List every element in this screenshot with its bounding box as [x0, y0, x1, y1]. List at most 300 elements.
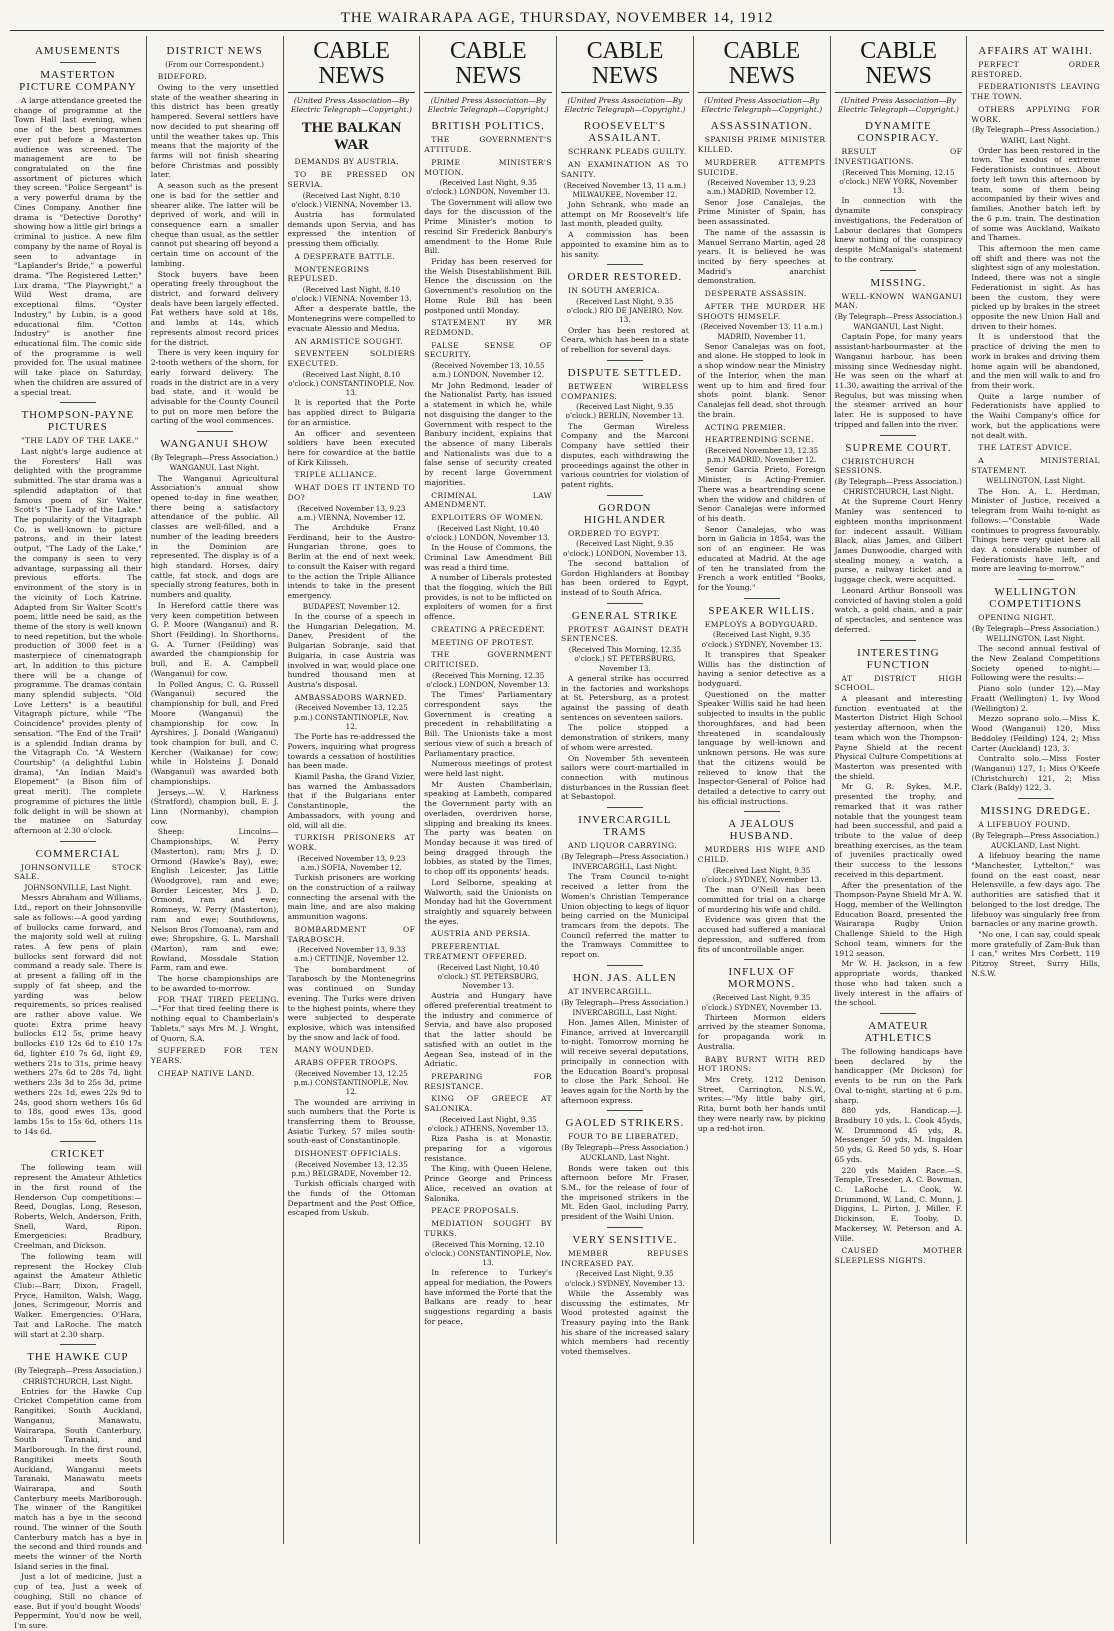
story-divider: [60, 841, 96, 842]
dateline: AUCKLAND, Last Night.: [580, 1153, 670, 1163]
paragraph: Mr John Redmond, leader of the Nationalist Party, has issued a statement in which he, while not disguising the danger to the Government with respect to the Banbury incident, explains that the absence of many Liberals and Nationalists was due to a false sense of security created by recent large Government majorities.: [424, 380, 552, 487]
sub-heading: A LIFEBUOY FOUND.: [978, 820, 1071, 830]
dateline: (By Telegraph—Press Association.): [561, 997, 689, 1007]
sub-heading: SUFFERED FOR TEN YEARS.: [150, 1046, 279, 1065]
dateline: (Received This Morning, 12.15 o'clock.) NEW YORK, November 13.: [839, 167, 958, 196]
story-heading: AFFAIRS AT WAIHI.: [978, 45, 1093, 57]
dateline: (Received This Morning, 12.10 o'clock.) CONSTANTINOPLE, Nov. 13.: [424, 1239, 552, 1267]
story-heading: DISTRICT NEWS: [166, 45, 263, 57]
paragraph: The following handicaps have been declared by the handicapper (Mr Dickson) for events to be run on the Park Oval to-night, starting at 6 p.m. sharp.: [834, 1046, 963, 1105]
paragraph: After a desperate battle, the Montenegrins were compelled to evacuate Alessio and Medua.: [287, 304, 416, 333]
story: [971, 805, 1100, 979]
story: [561, 1117, 689, 1221]
paragraph: In connection with the dynamite conspiracy investigations, the Federation of Labour declares that Gompers knew nothing of the conspiracy despite McManigal's statement to the contrary.: [834, 196, 963, 264]
sub-heading: AFTER THE MURDER HE SHOOTS HIMSELF.: [697, 301, 826, 321]
paragraph: 880 yds, Handicap.—J. Bradbury 10 yds, L. Cook 45yds, W. Drummond 45 yds, R. Messenger 50 yds, M. Ingalden 50 yds, G. Reed 50 yds, S. Hoar 65 yds.: [834, 1106, 963, 1164]
paragraph: Piano solo (under 12).—May Fraatt (Wellington) 1, Ivy Wood (Wellington) 2.: [971, 684, 1100, 713]
story: [835, 647, 963, 1008]
story-heading: BRITISH POLITICS.: [431, 120, 545, 133]
sub-heading: ORDERED TO EGYPT.: [568, 528, 660, 538]
masthead-rule: [10, 30, 1104, 31]
paragraph: Owing to the very unsettled state of the weather shearing in this district has been greatly hampered. Several settlers have now decided to put shearing off until the weather takes up. This means that the majority of the farms will not finish shearing before Christmas and possibly later.: [150, 82, 279, 180]
dateline: (Received This Morning, 12.35 o'clock.) LONDON, November 13.: [426, 670, 550, 689]
dateline: (By Telegraph—Press Association.): [151, 453, 279, 463]
story-heading: THOMPSON-PAYNE PICTURES: [21, 409, 135, 434]
story-divider: [607, 603, 643, 604]
dateline: (Received Last Night, 9.35 o'clock.) SYDNEY, November 13.: [701, 865, 822, 885]
story-divider: [607, 1110, 643, 1111]
sub-heading: SPANISH PRIME MINISTER KILLED.: [697, 135, 826, 155]
column-5: [557, 36, 694, 1544]
paragraph: Contralto solo.—Miss Foster (Wanganui) 127, 1; Miss O'Keefe (Christchurch) 121, 2; Miss Clark (Baldy) 122, 3.: [971, 754, 1100, 793]
paragraph: A season such as the present one is bad for the settler and shearer alike. The latter will be deprived of work, and will in consequence earn a smaller cheque than usual, as the settler cannot put shearing off beyond a certain time on account of the lambing.: [150, 181, 279, 268]
story: [424, 120, 552, 1326]
sub-heading: FALSE SENSE OF SECURITY.: [424, 340, 552, 360]
dateline: (By Telegraph—Press Association.): [561, 1143, 689, 1153]
paragraph: Senor Garcia Prieto, Foreign Minister, is Acting-Premier. There was a heartrending scene when the widow and children of Senor Canalejas were informed of his death.: [697, 465, 826, 523]
sub-heading: A MINISTERIAL STATEMENT.: [971, 456, 1100, 475]
paragraph: The Wanganui Agricultural Association's annual show opened to-day in fine weather, there being a satisfactory attendance of the public. All classes are well-filled, and a number of the leading breeders in the Dominion are represented. The display is of a high standard. Horses, dairy cattle, fat stock, and dogs are specially strong features, both in numbers and quality.: [150, 473, 279, 600]
dateline: (Received Last Night, 9.35 o'clock.) LONDON, November 13.: [563, 539, 687, 558]
dateline: (Received November 13, 12.35 p.m.) MADRID, November 12.: [705, 445, 819, 465]
story-heading: AMATEUR ATHLETICS: [864, 1019, 933, 1044]
paragraph: Thirteen Mormon elders arrived by the steamer Sonoma, for propaganda work in Australia.: [697, 1012, 826, 1051]
paragraph: It is reported that the Porte has applied direct to Bulgaria for an armistice.: [287, 398, 416, 427]
dateline: (Received Last Night, 8.10 o'clock.) VIENNA, November 13.: [291, 190, 412, 209]
story-heading: SUPREME COURT.: [845, 441, 952, 454]
dateline: (Received Last Night, 8.10 o'clock.) CONSTANTINOPLE, Nov. 13.: [288, 369, 415, 398]
sub-heading: PEACE PROPOSALS.: [431, 1206, 520, 1216]
story: [151, 45, 279, 426]
story: [835, 1020, 963, 1266]
paragraph: After the presentation of the Thompson-Payne Shield Mr A. W. Hogg, member of the Wellington Education Board, presented the Wairarapa Rugby Union Challenge Shield to the High School team, winners for the 1912 season.: [834, 880, 963, 958]
story-divider: [1018, 798, 1054, 799]
paragraph: The German Wireless Company and the Marconi Company have settled their disputes, each withdrawing the proceedings against the other in various countries for violation of patent rights.: [561, 421, 689, 489]
sub-heading: CREATING A PRECEDENT.: [431, 624, 546, 634]
paragraph: Mr G. R. Sykes, M.P., presented the trophy, and remarked that it was rather notable that the youngest team had been successful, and paid a tribute to the value of deep breathing exercises, as the team of juveniles practically owed their success to the lessons received in this department.: [834, 782, 963, 879]
story: [835, 120, 963, 264]
paragraph: It is understood that the practice of driving the men to work in brakes and driving them home again will be abandoned, and the men will walk to and fro from their work.: [971, 332, 1100, 390]
paragraph: Order has been restored at Ceara, which has been in a state of rebellion for several days.: [561, 325, 689, 355]
paragraph: Turkish officials charged with the funds of the Ottoman Department and the Post Office, escaped from Uskub.: [287, 1179, 416, 1218]
sub-heading: FEDERATIONISTS LEAVING THE TOWN.: [971, 82, 1100, 102]
paragraph: It transpires that Speaker Willis has the distinction of having a senior detective as a bodyguard.: [697, 649, 826, 689]
sub-heading: IN SOUTH AMERICA.: [568, 286, 661, 296]
sub-heading: MEMBER REFUSES INCREASED PAY.: [561, 1248, 689, 1268]
story-divider: [880, 640, 916, 641]
paragraph: Austria and Hungary have offered preferential treatment to the industry and commerce of Servia, and have also proposed that the latter should be satisfied with an outlet in the Aegean Sea, instead of in the Adriatic.: [424, 991, 552, 1069]
story-divider: [607, 1227, 643, 1228]
paragraph: A large attendance greeted the change of programme at the Town Hall last evening, when one of the best programmes ever put before a Masterton audience was screened. The management are to be congratulated on the fine assortment of pictures which they screen. "Police Sergeant" is a very powerful drama by the Cines Company. Another fine drama is "Detective Dorothy" showing how a little girl brings a criminal to justice. A new film company by the name of Royal is seen to advantage in "Laplander's Bride," a powerful drama. "The Registered Letter," Lux drama, "The Playwright," a Wild West drama, are exceptional films. "Oyster Industry," by Lubin, is a good educational film. "Cotton Industry" is another fine educational film. The comic side of the programme is well provided for. The usual matinee will take place on Saturday, when the children are assured of a special treat.: [14, 96, 142, 397]
sub-heading: AT DISTRICT HIGH SCHOOL.: [834, 673, 963, 693]
sub-heading: MURDERS HIS WIFE AND CHILD.: [697, 845, 826, 865]
paragraph: Captain Pope, for many years assistant-harbourmaster at the Wanganui harbour, has been missing since Wednesday night. He was seen on the wharf at 11.30, awaiting the arrival of the Regulus, but was missing when the steamer arrived an hour later. He is supposed to have tripped and fallen into the river.: [834, 332, 963, 429]
sub-heading: DEMANDS BY AUSTRIA.: [294, 157, 399, 167]
paragraph: There is very keen inquiry for 2-tooth wethers of the shorn, for early forward delivery. The roads in the district are in a very bad state, and it would be advisable for the County Council to put on more men before the carting of the wool commences.: [150, 348, 279, 426]
story-divider: [744, 598, 780, 599]
story-divider: [880, 270, 916, 271]
story: [14, 1351, 142, 1630]
paragraph: Stock buyers have been operating freely throughout the district, and forward delivery deals have been largely effected. Fat wethers have sold at 18s, and lambs at 14s, which represents almost record prices for the district.: [150, 269, 279, 347]
sub-heading: PREFERENTIAL TREATMENT OFFERED.: [424, 942, 528, 961]
sub-heading: AN ARMISTICE SOUGHT.: [294, 336, 403, 346]
story-heading: AMUSEMENTS: [34, 45, 121, 57]
dateline: AUCKLAND, Last Night.: [990, 841, 1081, 851]
paragraph: Senor Canalejas was on foot, and alone. He stopped to look in a shop window near the Ministry of the Interior, when the man went up to him and fired four shots point blank. Senor Canalejas fell dead, shot through the brain.: [697, 341, 826, 419]
dateline: (Received November 13, 9.33 a.m.) CETTINJE, November 12.: [293, 945, 409, 964]
sub-heading: EXPLOITERS OF WOMEN.: [431, 512, 544, 522]
story-divider: [1018, 579, 1054, 580]
story-heading: INTERESTING FUNCTION: [857, 646, 940, 671]
story: [698, 120, 826, 592]
story-heading: ORDER RESTORED.: [567, 271, 683, 284]
sub-heading: JOHNSONVILLE STOCK SALE.: [14, 862, 142, 882]
paragraph: A commission has been appointed to examine him as to his sanity.: [561, 230, 689, 259]
sub-heading: AMBASSADORS WARNED.: [294, 692, 407, 702]
sub-heading: WELL-KNOWN WANGANUI MAN.: [834, 291, 963, 311]
sub-heading: OPENING NIGHT.: [978, 613, 1055, 623]
paragraph: The second annual festival of the New Zealand Competitions Society opened to-night:—Following were the results:—: [971, 644, 1100, 683]
paragraph: A number of Liberals protested that the flogging, which the Bill provides, is not to be inflicted on exploiters of women for a first offence.: [424, 573, 552, 622]
dateline: INVERCARGILL, Last Night.: [572, 862, 678, 872]
sub-heading: ARABS OFFER TROOPS.: [294, 1058, 399, 1068]
dateline: (Received November 13, 12.35 p.m.) BELGRADE, November 12.: [291, 1159, 412, 1179]
story-divider: [880, 435, 916, 436]
sub-heading: DESPERATE ASSASSIN.: [704, 289, 807, 299]
cable-news-banner: CABLE NEWS: [835, 39, 963, 93]
paragraph: The Archduke Franz Ferdinand, heir to the Austro-Hungarian throne, goes to Berlin at the end of next week, to consult the Kaiser with regard to the action the Triple Alliance intends to take in the present emergency.: [287, 523, 416, 601]
sub-heading: DISHONEST OFFICIALS.: [294, 1149, 401, 1159]
paragraph: The police stopped a demonstration of strikers, many of whom were arrested.: [561, 723, 689, 752]
sub-heading: THE LATEST ADVICE.: [978, 443, 1073, 453]
story-heading: ROOSEVELT'S ASSAILANT.: [583, 120, 666, 145]
sub-heading: CHRISTCHURCH SESSIONS.: [834, 456, 915, 476]
sub-heading: BIDEFORD.: [157, 72, 208, 82]
dateline: (Received Last Night, 9.35 o'clock.) LONDON, November 13.: [426, 178, 550, 197]
dateline: (Received November 13, 12.25 p.m.) CONSTANTINOPLE, Nov. 12.: [293, 703, 409, 731]
story-divider: [607, 495, 643, 496]
story-heading: WELLINGTON COMPETITIONS: [989, 586, 1082, 611]
story-heading: A JEALOUS HUSBAND.: [728, 818, 795, 843]
dateline: WANGANUI, Last Night.: [169, 463, 260, 473]
paragraph: Numerous meetings of protest were held last night.: [424, 759, 552, 778]
paragraph: "No one, I can say, could speak more gratefully of Zam-Buk than I can," writes Mrs Corbett, 119 Pitzroy Street, Surry Hills, N.S.W.: [971, 930, 1100, 978]
story: [561, 271, 689, 355]
dateline: (Received November 13, 11 a.m.) MADRID, November 11.: [700, 322, 823, 341]
dateline: INVERCARGILL, Last Night.: [572, 1007, 678, 1017]
sub-heading: TRIPLE ALLIANCE.: [294, 470, 378, 480]
story-heading: THE BALKAN WAR: [301, 120, 402, 154]
paragraph: A general strike has occurred in the factories and workshops at St. Petersburg, as a protest against the passing of death sentences on seventeen sailors.: [561, 673, 689, 722]
sub-heading: KING OF GREECE AT SALONIKA.: [424, 1094, 552, 1114]
dateline: (Received Last Night, 10.40 o'clock.) LONDON, November 13.: [426, 523, 550, 542]
story-divider: [60, 402, 96, 403]
story-heading: INFLUX OF MORMONS.: [727, 966, 796, 991]
story: [698, 966, 826, 1133]
paragraph: FOR THAT TIRED FEELING.—"For that tired feeling there is nothing equal to Chamberlain's Tablets," says Mrs M. J. Wright, of Quorn, S.A.: [150, 994, 279, 1043]
dateline: BUDAPEST, November 12.: [302, 601, 401, 611]
dateline: (From our Correspondent.): [165, 60, 265, 69]
paragraph: Entries for the Hawke Cup Cricket Competition came from Rangitikei, South Auckland, Wanganui, Manawatu, Wairarapa, South Canterbury, South Taranaki, and Marlborough. In the first round, Rangitikei meets South Auckland, Wanganui meets Taranaki, Manawatu meets Wairarapa, and South Canterbury meets Marlborough. The winner of the Rangitikei match has a bye in the second round. The winner of the South Canterbury match has a bye in the second and third rounds and meets the winner of the North Island series in the final.: [14, 1386, 142, 1571]
paragraph: Leonard Arthur Bonsooll was convicted of having stolen a gold watch, a gold chain, and a pair of spectacles, and sentence was deferred.: [834, 585, 963, 634]
story-divider: [60, 1141, 96, 1142]
paragraph: Mr W. H. Jackson, in a few appropriate words, thanked those who had taken such a lively interest in the affairs of the school.: [834, 959, 963, 1008]
dateline: (Received November 13, 10.55 a.m.) LONDON, November 12.: [431, 361, 545, 380]
story-heading: MASTERTON PICTURE COMPANY: [19, 69, 137, 93]
story-divider: [60, 1344, 96, 1345]
story: [14, 45, 142, 57]
sub-heading: BABY BURNT WITH RED HOT IRONS.: [697, 1054, 826, 1074]
dateline: (Received November 13, 9.23 a.m.) SOFIA, November 12.: [297, 853, 406, 872]
column-3: [284, 36, 421, 1544]
dateline: (Received This Morning, 12.35 o'clock.) ST. PETERSBURG, November 13.: [568, 645, 682, 673]
story-heading: COMMERCIAL: [35, 847, 121, 860]
story: [14, 1148, 142, 1339]
sub-heading: HEARTRENDING SCENE.: [704, 435, 814, 445]
dateline: WAIHI, Last Night.: [1000, 135, 1071, 145]
story-divider: [744, 959, 780, 960]
dateline: (Received Last Night, 9.35 o'clock.) ATHENS, November 13.: [427, 1114, 549, 1134]
story-heading: SPEAKER WILLIS.: [708, 604, 815, 617]
sub-heading: MURDERER ATTEMPTS SUICIDE.: [697, 157, 826, 177]
story-heading: DISPUTE SETTLED.: [567, 366, 683, 379]
paragraph: Kiamil Pasha, the Grand Vizier, has warned the Ambassadors that if the Bulgarians enter Constantinople, the Ambassadors, with young and old, will all die.: [287, 772, 416, 830]
sub-heading: SEVENTEEN SOLDIERS EXECUTED.: [287, 349, 416, 369]
paragraph: The horse championships are to be awarded to-morrow.: [150, 974, 279, 993]
paragraph: Evidence was given that the accused had suffered a maniacal depression, and suffered from fits of uncontrollable anger.: [697, 915, 826, 954]
story: [14, 69, 142, 397]
dateline: (Received November 13, 11 a.m.) MILWAUKEE, November 12.: [563, 180, 686, 199]
story-heading: GENERAL STRIKE: [571, 609, 678, 622]
paragraph: The following team will represent the Amateur Athletics in the first round of the Henderson Cup competitions:—Reed, Douglas, Long, Reseson, Roberts, Welch, Anderson, Frith, Snell, Ward, Ripon. Emergencies: Bradbury, Creelman, and Dickson.: [14, 1163, 142, 1251]
paragraph: Riza Pasha is at Monastir, preparing for a vigorous resistance.: [424, 1134, 552, 1163]
story: [971, 586, 1100, 793]
paragraph: On November 5th seventeen sailors were court-martialled in connection with mutinous disturbances in the Russian fleet at Sebastopol.: [561, 753, 689, 802]
sub-heading: STATEMENT BY MR REDMOND.: [424, 318, 552, 338]
story: [561, 972, 689, 1106]
dateline: (By Telegraph—Press Association.): [972, 125, 1100, 135]
press-credit: (United Press Association—By Electric Telegraph—Copyright.): [564, 96, 686, 115]
story-heading: MISSING.: [870, 276, 927, 289]
paragraph: The bombardment of Tarabosch by the Montenegrins was continued on Sunday evening. The Turks were driven to the highest points, where they were subjected to desperate explosive, which was intensified by the snow and lack of food.: [287, 964, 416, 1042]
dateline: WELLINGTON, Last Night.: [986, 634, 1086, 644]
paragraph: While the Assembly was discussing the estimates, Mr Wood protested against the Treasury paying into the Bank his share of the increased salary which members had recently voted themselves.: [561, 1288, 689, 1357]
sub-heading: MANY WOUNDED.: [294, 1045, 374, 1055]
paragraph: Lord Selborne, speaking at Walworth, said the Unionists on Monday had hit the Government straightly and squarely between the eyes.: [424, 877, 552, 926]
sub-heading: MEETING OF PROTEST.: [431, 637, 535, 647]
paragraph: Friday has been reserved for the Welsh Disestablishment Bill. Hence the discussion on the Government's resolution on the Home Rule Bill has been postponed until Monday.: [424, 257, 552, 315]
sub-heading: RESULT OF INVESTIGATIONS.: [834, 147, 963, 167]
story: [561, 610, 689, 802]
sub-heading: AT INVERCARGILL.: [568, 986, 652, 996]
paragraph: In the course of a speech in the Hungarian Delegation, M. Danev, President of the Bulgarian Sobranje, said that Bulgaria, in case Austria was involved in war, would place one hundred thousand men at Austria's disposal.: [287, 612, 416, 690]
column-8: [967, 36, 1104, 1544]
paragraph: Order has been restored in the town. The exodus of extreme Federationists continues. About forty left town this afternoon by team, some of them being accompanied by their wives and families. Another batch left by the 6 p.m. train. The destination of some was Auckland, Waikato and Thames.: [971, 145, 1100, 243]
paragraph: The Porte has re-addressed the Powers, inquiring what progress towards a cessation of hostilities has been made.: [287, 732, 416, 771]
sub-heading: EMPLOYS A BODYGUARD.: [704, 619, 818, 629]
story: [835, 277, 963, 430]
story-divider: [607, 807, 643, 808]
paragraph: The following team will represent the Hockey Club against the Amateur Athletic Club:—Barr, Dixon, Fragell, Pryce, Hamilton, Walsh, Wagg, Jones, Scrimgeour, Morris and Walker. Emergencies: O'Hara, Tait and LaRoche. The match will start at 2.30 sharp.: [14, 1251, 142, 1339]
dateline: (By Telegraph—Press Association.): [561, 851, 689, 861]
paragraph: Turkish prisoners are working on the construction of a railway connecting the arsenal with the main line, and are also making ammunition wagons.: [287, 873, 416, 922]
paragraph: Just a lot of medicine, Just a cup of tea, Just a week of coughing, Still no chance of ease. But if you'd bought Woods' Peppermint, You'd now be well, I'm sure.: [14, 1572, 142, 1630]
story-heading: GAOLED STRIKERS.: [565, 1117, 685, 1130]
paragraph: Bonds were taken out this afternoon before Mr Fraser, S.M., for the release of four of the imprisoned strikers in the Mt. Eden Gaol, including Parry, president of the Waihi Union.: [561, 1163, 689, 1222]
story-heading: VERY SENSITIVE.: [572, 1233, 678, 1246]
dateline: (Received Last Night, 8.10 o'clock.) VIENNA, November 13.: [291, 285, 412, 304]
story-divider: [607, 360, 643, 361]
story-divider: [60, 62, 96, 63]
paragraph: In Polled Angus, C. G. Russell (Wanganui) secured the championship for bull, and Fred Moore (Wanganui) the championship for cow. In Ayrshires, J. Donald (Wanganui) took champion for bull, and C. Kercher (Waikanae) for cow; while in Holsteins J. Donald (Wanganui) was awarded both championships.: [150, 679, 279, 786]
story: [561, 367, 689, 490]
paragraph: Mrs Crety, 1212 Denison Street, Carrington, N.S.W., writes:—"My little baby girl, Rita, burnt both her hands until they were nearly raw, by picking up a red-hot iron.: [697, 1075, 826, 1133]
sub-heading: WHAT DOES IT INTEND TO DO?: [287, 483, 416, 502]
column-4: [420, 36, 557, 1544]
sub-heading: THE GOVERNMENT CRITICISED.: [424, 650, 552, 670]
sub-heading: ACTING PREMIER.: [704, 422, 787, 432]
sub-heading: MONTENEGRINS REPULSED.: [287, 264, 370, 284]
sub-heading: CRIMINAL LAW AMENDMENT.: [424, 490, 552, 510]
paragraph: Senor Jose Canalejas, the Prime Minister of Spain, has been assassinated.: [697, 197, 826, 227]
paragraph: Senor Canalejas, who was born in Galicia in 1854, was the son of an engineer. He was educated at Madrid. At the age of ten he translated from the French a work entitled "Books, for the Young.": [697, 524, 826, 592]
dateline: (Received Last Night, 9.35 o'clock.) RIO DE JANEIRO, Nov. 13.: [566, 297, 684, 325]
cable-news-banner: CABLE NEWS: [288, 39, 416, 93]
story-divider: [607, 264, 643, 265]
sub-heading: PROTEST AGAINST DEATH SENTENCES.: [561, 624, 689, 644]
sub-heading: BETWEEN WIRELESS COMPANIES.: [561, 381, 689, 401]
paragraph: An officer and seventeen soldiers have been executed here for cowardice at the battle of Kirk Kilisseh.: [287, 428, 416, 467]
paragraph: In reference to Turkey's appeal for mediation, the Powers have informed the Porte that the Balkans are ready to hear suggestions regarding a basis for peace.: [424, 1268, 552, 1326]
dateline: (By Telegraph—Press Association.): [14, 1366, 142, 1376]
story-divider: [197, 431, 233, 432]
story-heading: CRICKET: [50, 1148, 105, 1161]
press-credit: (United Press Association—By Electric Telegraph—Copyright.): [290, 96, 412, 115]
column-7: [831, 36, 968, 1544]
dateline: (Received November 13, 9.23 a.m.) VIENNA, November 12.: [297, 503, 406, 522]
dateline: (Received Last Night, 9.35 o'clock.) SYDNEY, November 13.: [564, 1269, 685, 1288]
story: [698, 818, 826, 954]
sub-heading: PREPARING FOR RESISTANCE.: [424, 1072, 552, 1091]
dateline: (By Telegraph—Press Association.): [834, 477, 962, 486]
sub-heading: BOMBARDMENT OF TARABOSCH.: [287, 924, 416, 944]
paragraph: The King, with Queen Helene, Prince George and Princess Alice, received an ovation at Salonika.: [424, 1164, 552, 1203]
story: [561, 502, 689, 598]
press-credit: (United Press Association—By Electric Telegraph—Copyright.): [701, 96, 823, 115]
paragraph: Hon. James Allen, Minister of Finance, arrived at Invercargill to-night. Tomorrow morning he will receive several deputations, principally in connection with the Education Board's proposal to close the Park School. He leaves again for the North by the afternoon express.: [561, 1017, 689, 1105]
paragraph: Questioned on the matter Speaker Willis said he had been subjected to insults in the public thoroughfares, and had been threatened in scandalously language by well-known and unknown persons. He was sure that the citizens would be relieved to know that the Inspector-General of Police had detailed a detective to carry out his official instructions.: [697, 689, 826, 806]
paragraph: 220 yds Maiden Race.—S. Temple, Treseder, A. C. Bowman, C. LaRoche L. Cook, W. Drummond, W. Land, C. Munn, J. Diggins, L. Pirton, J. Miller, F. Dickinson, E. Tooby, D. Mackersey, W. Peterson and A. Ville.: [834, 1165, 963, 1243]
dateline: JOHNSONVILLE, Last Night.: [24, 883, 132, 893]
sub-heading: AND LIQUOR CARRYING.: [568, 841, 678, 851]
dateline: (Received November 13, 9.23 a.m.) MADRID, November 12.: [707, 178, 817, 197]
paragraph: At the Supreme Court Henry Manley was sentenced to eighteen months imprisonment for indecent assault. William Black, alias James, and Gilbert James Dunwoodie, charged with stealing money, a watch, a purse, a railway ticket and a luggage check, were acquitted.: [834, 497, 963, 585]
sub-heading: CHEAP NATIVE LAND.: [157, 1068, 255, 1078]
story: [151, 438, 279, 1078]
dateline: (By Telegraph—Press Association.): [972, 830, 1100, 840]
sub-heading: A DESPERATE BATTLE.: [294, 251, 396, 261]
press-credit: (United Press Association—By Electric Telegraph—Copyright.): [427, 96, 549, 115]
dateline: CHRISTCHURCH, Last Night.: [843, 487, 954, 497]
paragraph: Mr Austen Chamberlain, speaking at Lambeth, compared the Government party with an overladen, overdriven horse, slipping and breaking its knees. The party was beaten on Monday because it was tired of being dragged through the lobbies, as stated by the Times, to chop off its opponents' heads.: [424, 779, 552, 877]
paragraph: Last night's large audience at the Foresters' Hall was delighted with the programme submitted. The star drama was a splendid adaptation of that famous poem of Sir Walter Scott's "The Lady of the Lake." The popularity of the Vitagraph Co. is well-known to picture patrons, and in their latest output, "The Lady of the Lake," the company is seen to very advantage, surpassing all their previous efforts. The environment of the story is in the vicinity of Loch Katrine. Adapted from Sir Walter Scott's poem, little need be said, as the theme of the story is well known to need repetition, but the whole production of 3000 feet is a masterpiece of cinematograph art. In addition to this picture there will be a change of programme. The dramas contain many splendid subjects. "Old Love Letters" is a beautiful Vitagraph picture, while "The Coincidence" provides plenty of sensation. "The End of the Trail" is a splendid Indian drama by the Vitagraph Co. "A Western Courtship" (a delightful Lubin drama), "An Indian Maid's Elopement" (a Bison film of great merit). The complete programme of pictures the little folk delight in will be shown at the matinee on Saturday afternoon at 2.30 o'clock.: [14, 447, 142, 836]
story-heading: DYNAMITE CONSPIRACY.: [857, 120, 940, 145]
story-divider: [880, 1013, 916, 1014]
dateline: (Received Last Night, 10.40 o'clock.) ST. PETERSBURG, November 13.: [437, 962, 540, 991]
dateline: (By Telegraph—Press Association.): [972, 623, 1100, 633]
column-6: [694, 36, 831, 1544]
sub-heading: TURKISH PRISONERS AT WORK.: [287, 833, 416, 853]
story: [561, 814, 689, 960]
story-heading: THE HAWKE CUP: [27, 1351, 129, 1364]
story-divider: [607, 965, 643, 966]
dateline: (Received Last Night, 9.35 o'clock.) SYDNEY, November 13.: [701, 993, 822, 1012]
story: [698, 605, 826, 807]
story-heading: MISSING DREDGE.: [980, 805, 1091, 818]
paragraph: Quite a large number of Federationists have applied to the Waihi Company's office for work, but the applications were not dealt with.: [971, 391, 1100, 440]
story: [14, 848, 142, 1137]
paragraph: In the House of Commons, the Criminal Law Amendment Bill was read a third time.: [424, 543, 552, 572]
sub-heading: "THE LADY OF THE LAKE.": [21, 436, 139, 446]
sub-heading: CAUSED MOTHER SLEEPLESS NIGHTS.: [834, 1246, 963, 1266]
paragraph: Jerseys.—W. V. Harkness (Stratford), champion bull, E. J. Linn (Normanby), champion cow.: [150, 787, 279, 826]
cable-news-banner: CABLE NEWS: [424, 39, 552, 93]
dateline: WANGANUI, Last Night.: [853, 322, 944, 332]
paragraph: The Government will allow two days for the discussion of the Prime Minister's motion to rescind Sir Frederick Banbury's amendment to the Home Rule Bill.: [424, 197, 552, 256]
sub-heading: SCHRANK PLEADS GUILTY.: [568, 147, 687, 157]
paragraph: The second battalion of Gordon Highlanders at Bombay has been ordered to Egypt, instead of to South Africa.: [561, 558, 689, 598]
paragraph: The Tram Council to-night received a letter from the Women's Christian Temperance Union objecting to kegs of liquor being carried on the Municipal tramcars from the depots. The Council referred the matter to the Tramways Committee to report on.: [561, 872, 689, 960]
paragraph: Messrs Abraham and Williams, Ltd., report on their Johnsonville sale as follows:—A good yarding of bullocks came forward, and the majority sold well at ruling rates. A few pens of plain bullocks sent forward did not command a ready sale. There is at present a falling off in the supply of fat sheep, and the yarding was below requirements, so prices realised are rather above value. We quote: Extra prime heavy bullocks £12 5s, prime heavy bullocks £10 12s 6d to £10 17s 6d, lighter £10 7s 6d, light £9, wethers 21s to 31s, prime heavy wethers 27s 6d to 28s 7d, light wethers 23s 3d to 25s 3d, prime wethers 22s 1d, ewes 22s 9d to 24s, good shorn wethers 16s 6d to 18s, good ewes 13s, good lambs 15s to 15s 6d, others 11s to 14s 6d.: [14, 893, 142, 1136]
story-heading: GORDON HIGHLANDER: [583, 501, 666, 526]
story-divider: [744, 811, 780, 812]
sub-heading: PERFECT ORDER RESTORED.: [971, 60, 1100, 79]
dateline: (Received Last Night, 9.35 o'clock.) BERLIN, November 13.: [565, 402, 685, 421]
sub-heading: AN EXAMINATION AS TO SANITY.: [561, 160, 689, 179]
masthead: THE WAIRARAPA AGE, THURSDAY, NOVEMBER 14, 1912: [340, 10, 774, 26]
newspaper-columns: [10, 36, 1104, 1630]
sub-heading: TO BE PRESSED ON SERVIA.: [287, 170, 416, 189]
story-heading: ASSASSINATION.: [710, 120, 813, 133]
sub-heading: PRIME MINISTER'S MOTION.: [424, 157, 552, 177]
paragraph: The name of the assassin is Manuel Serrano Martin, aged 28 years. It is believed he was incited by fiery speeches at Madrid's anarchist demonstration.: [697, 227, 826, 286]
paragraph: Austria has formulated demands upon Servia, and has expressed the intention of pressing them officially.: [287, 209, 416, 249]
story: [288, 120, 416, 1218]
paragraph: The wounded are arriving in such numbers that the Porte is transferring them to Brousse, Asiatic Turkey, 57 miles south-south-east of Constantinople.: [287, 1097, 416, 1146]
dateline: WELLINGTON, Last Night.: [986, 476, 1086, 486]
sub-heading: MEDIATION SOUGHT BY TURKS.: [424, 1219, 552, 1238]
dateline: (By Telegraph—Press Association.): [834, 311, 962, 321]
story: [835, 442, 963, 635]
paragraph: A lifebuoy bearing the name "Manchester, Lyttelton," was found on the east coast, near Helensville, a few days ago. The authorities are satisfied that it belonged to the lost dredge. The lifebuoy was singularly free from barnacles or any marine growth.: [971, 851, 1100, 929]
paragraph: The Times' Parliamentary correspondent says the Government is creating a precedent in rehabilitating a Bill. The Unionists take a most serious view of such a breach of Parliamentary practice.: [424, 690, 552, 758]
story-heading: INVERCARGILL TRAMS: [578, 814, 672, 839]
column-2: [147, 36, 284, 1544]
dateline: CHRISTCHURCH, Last Night.: [22, 1376, 133, 1386]
story: [561, 120, 689, 259]
press-credit: (United Press Association—By Electric Telegraph—Copyright.): [837, 96, 959, 115]
paragraph: John Schrank, who made an attempt on Mr Roosevelt's life last month, pleaded guilty.: [561, 199, 689, 229]
story: [14, 409, 142, 835]
dateline: (Received November 13, 12.25 p.m.) CONSTANTINOPLE, Nov. 12.: [293, 1068, 409, 1097]
sub-heading: THE GOVERNMENT'S ATTITUDE.: [424, 135, 552, 155]
story-heading: HON. JAS. ALLEN: [573, 971, 677, 984]
story-heading: WANGANUI SHOW: [160, 438, 269, 451]
cable-news-banner: CABLE NEWS: [698, 39, 826, 93]
paragraph: Mezzo soprano solo.—Miss K. Wood (Wanganui) 120, Miss Beddoley (Feilding) 124, 2; Miss Carter (Auckland) 123, 3.: [971, 714, 1100, 753]
paragraph: A pleasant and interesting function eventuated at the Masterton District High School yesterday afternoon, when the team which won the Thompson-Payne Shield at the recent Physical Culture Competitions at Masterton was presented with the shield.: [834, 693, 963, 781]
sub-heading: AUSTRIA AND PERSIA.: [431, 929, 531, 939]
